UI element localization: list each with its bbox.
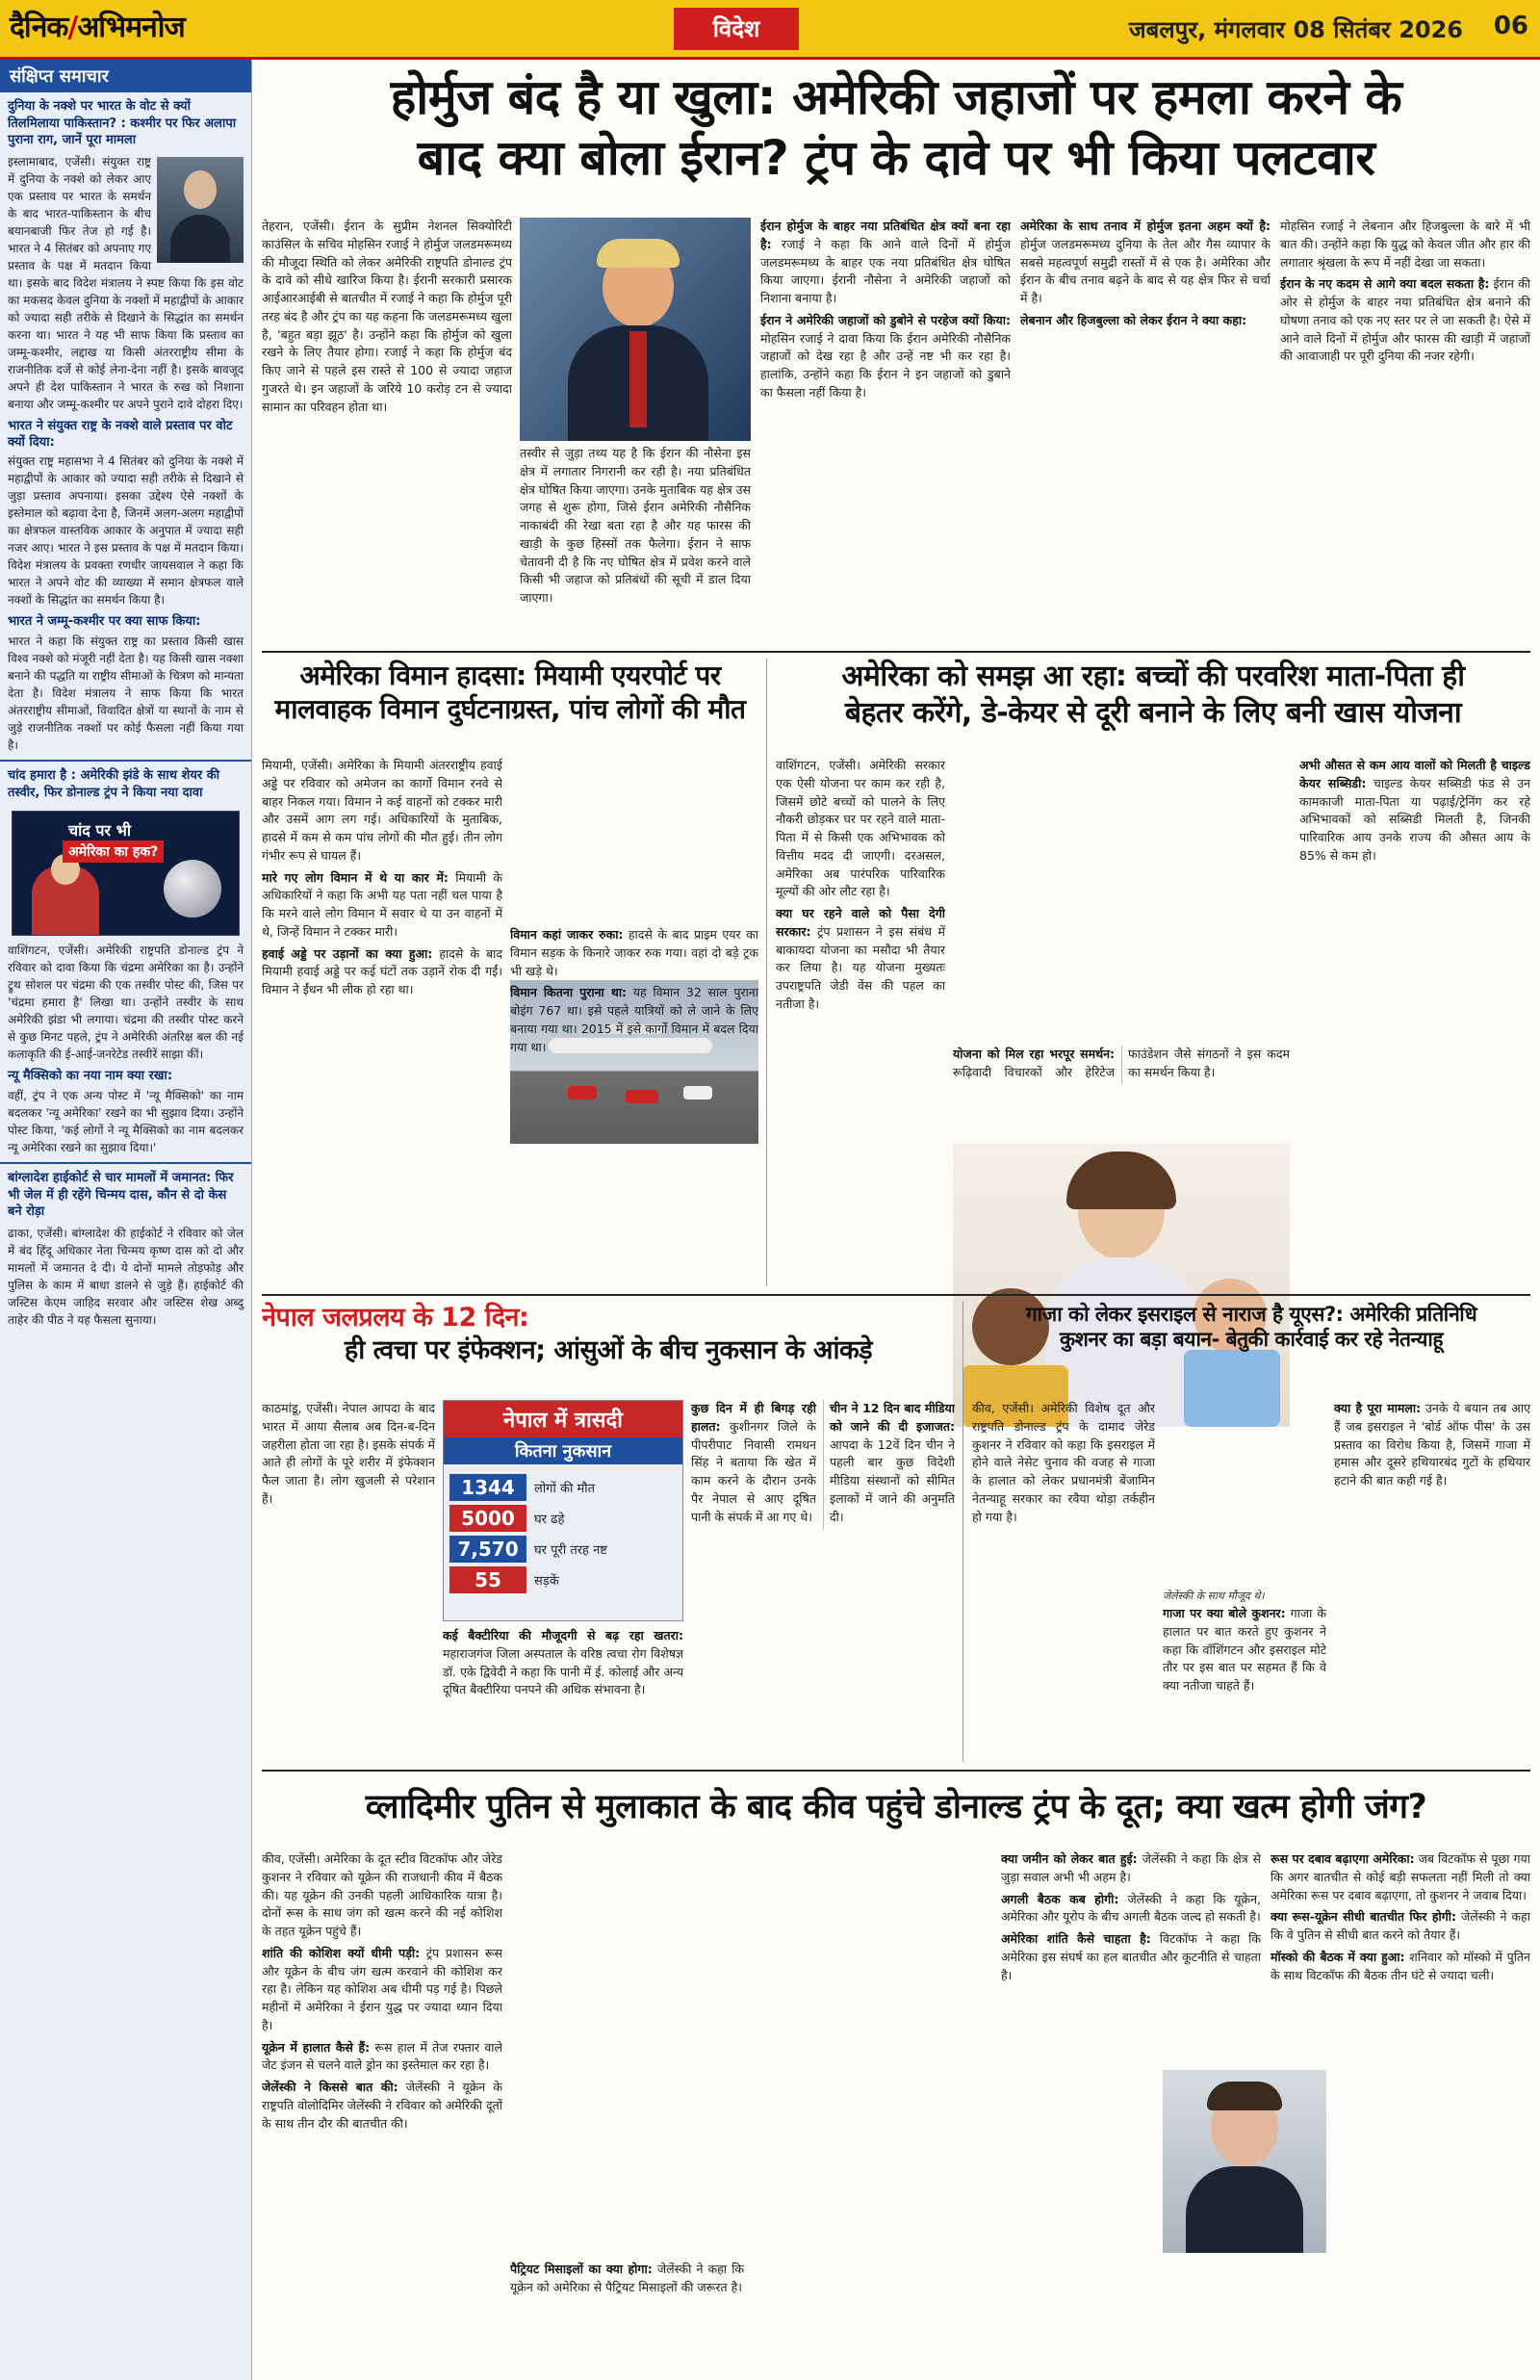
graphic-stat-value: 1344: [449, 1474, 526, 1501]
nepal-col-1: [262, 1400, 435, 1762]
lead-headline: [262, 67, 1530, 210]
putin-col-1-text: [262, 1850, 502, 2136]
putin-sub-10: मॉस्को की बैठक में क्या हुआ:: [1270, 1949, 1405, 1964]
brief-1-text-c: भारत ने कहा कि संयुक्त राष्ट्र का प्रस्ताव किसी खास विश्व नक्शे को मंजूरी नहीं देता है। यह किसी खास नक्शा बनाने की पद्धति या राष्ट्रीय सीमाओं के चित्रण को मान्यता देता है। विदेश मंत्रालय ने साफ किया कि भारत अंतरराष्ट्रीय सीमाओं, विवादित क्षेत्रों या स्थानों के नाम से जुड़े राजनीतिक नक्शों पर कोई फैसला नहीं किया गया है।: [8, 634, 244, 753]
lead-col-3: [760, 218, 1011, 641]
putin-sub-8: रूस पर दबाव बढ़ाएगा अमेरिका:: [1270, 1851, 1415, 1866]
logo-right: अभिमनोज: [77, 11, 185, 44]
plane-sub-2: हवाई अड्डे पर उड़ानों का क्या हुआ:: [262, 945, 433, 961]
brief-1-sub: भारत ने संयुक्त राष्ट्र के नक्शे वाले प्रस्ताव पर वोट क्यों दिया:: [8, 418, 233, 450]
brief-2-text-b: वहीं, ट्रंप ने एक अन्य पोस्ट में 'न्यू मैक्सिको' का नाम बदलकर 'न्यू अमेरिका' रखने का भी सुझाव दिया। उन्होंने पोस्ट किया, 'कई लोगों ने न्यू मैक्सिको का नाम बदलकर न्यू अमेरिका रखने का सुझाव दिया।': [8, 1089, 244, 1155]
sidebar-briefs: [0, 60, 252, 2380]
tie-shape: [629, 331, 647, 427]
lead-para-3: रजाई ने कहा कि आने वाले दिनों में होर्मुज जलडमरूमध्य के बाहर एक नया प्रतिबंधित क्षेत्र घोषित किया जाएगा। ईरानी नौसेना ने अमेरिकी जहाजों को निशाना बनाया है।: [760, 236, 1011, 305]
brief-3-headline: बांग्लादेश हाईकोर्ट से चार मामलों में जमानत: फिर भी जेल में ही रहेंगे चिन्मय दास, कौन से दो केस बने रोड़ा: [0, 1162, 251, 1225]
rule-2: [262, 1294, 1530, 1296]
brief-2-sub: न्यू मैक्सिको का नया नाम क्या रखा:: [8, 1069, 173, 1084]
brief-1-body: [0, 153, 251, 413]
gaza-col-1: [972, 1400, 1155, 1762]
lead-sub-2: ईरान ने अमेरिकी जहाजों को डुबोने से परहेज क्यों किया:: [760, 312, 1011, 327]
plane-para-2: मियामी के अधिकारियों ने कहा कि अभी यह पता नहीं चल पाया है कि मरने वाले लोग विमान में सवार थे या उन वाहनों में थे, जिन्हें विमान ने टक्कर मारी।: [262, 869, 502, 939]
graphic-stat-label: घर पूरी तरह नष्ट: [534, 1543, 607, 1558]
graphic-stat-value: 55: [449, 1566, 526, 1593]
plane-headline-line-2: मालवाहक विमान दुर्घटनाग्रस्त, पांच लोगों की मौत: [274, 693, 746, 725]
gaza-para-2: गाजा के हालात पर बात करते हुए कुशनर ने कहा कि वॉशिंगटन और इसराइल मोटे तौर पर इस बात पर सहमत हैं कि वे क्या नतीजा चाहते हैं।: [1163, 1606, 1326, 1693]
graphic-stats: [444, 1464, 682, 1603]
childcare-para-1: वाशिंगटन, एजेंसी। अमेरिकी सरकार एक ऐसी योजना पर काम कर रही है, जिसमें छोटे बच्चों को पालने के लिए नौकरी छोड़कर घर पर रहने वाले माता-पिता में से किसी एक अभिभावक को वित्तीय मदद दी जाएगी। दरअसल, अमेरिका अब पारंपरिक पारिवारिक मूल्यों की ओर लौट रहा है।: [776, 758, 945, 899]
graphic-stat-row: [449, 1536, 677, 1563]
putin-col-4: [1270, 1850, 1530, 2370]
putin-sub-6: अगली बैठक कब होगी:: [1001, 1891, 1119, 1906]
putin-sub-9: क्या रूस-यूक्रेन सीधी बातचीत फिर होगी:: [1270, 1909, 1456, 1925]
plane-col-2-text: [510, 926, 758, 1060]
childcare-col-2: [953, 1046, 1290, 1286]
childcare-col-3: [1299, 757, 1530, 1286]
lead-para-4: मोहसिन रजाई ने दावा किया कि ईरान अमेरिकी नौसैनिक जहाजों को देख रहा है और उन्हें नष्ट भी कर रहा है। हालांकि, उन्होंने कहा कि ईरान ने इन जहाजों को डुबाने का फैसला नहीं किया है।: [760, 330, 1011, 400]
lead-col-5-text: [1280, 218, 1530, 370]
putin-col-3-text: [1001, 1850, 1261, 1988]
lead-para-1: तेहरान, एजेंसी। ईरान के सुप्रीम नेशनल सिक्योरिटी काउंसिल के सचिव मोहसिन रजाई ने होर्मुज जलडमरूमध्य की मौजूदा स्थिति को लेकर अमेरिकी राष्ट्रपति डोनाल्ड ट्रंप के दावे को सीधे खारिज किया है। ईरानी सरकारी प्रसारक आईआरआईबी से बातचीत में रजाई ने कहा कि होर्मुज पूरी तरह बंद है और ट्रंप का यह कहना कि जलडमरूमध्य खुला है, 'बहुत बड़ा झूठ' है। उन्होंने कहा कि होर्मुज को खुला रखने के लिए तैयार होगा। रजाई ने कहा कि होर्मुज बंद किए जाने से पहले इस रास्ते से 100 से ज्यादा जहाज गुजरते थे। इन जहाजों के जरिये 10 करोड़ टन से ज्यादा सामान का परिवहन होता था।: [262, 219, 512, 414]
gaza-para-3: उनके ये बयान तब आए हैं जब इसराइल ने 'बोर्ड ऑफ पीस' के उस प्रस्ताव का विरोध किया है, जिसमें गाजा में हमास और दूसरे हथियारबंद गुटों के हथियार हटाने की बात कही गई है।: [1334, 1401, 1530, 1488]
childcare-sub-2: योजना को मिल रहा भरपूर समर्थन:: [953, 1047, 1115, 1061]
childcare-headline: [776, 659, 1530, 751]
graphic-title: नेपाल में त्रासदी: [444, 1401, 682, 1437]
nepal-para-3: कुशीनगर जिले के पीपरीपाट निवासी रामधन सिंह ने बताया कि खेत में काम करने के दौरान उनके पैर नेपाल से आए दूषित पानी के संपर्क में आ गए थे।: [691, 1418, 816, 1524]
putin-para-9: जब विटकॉफ से पूछा गया कि अगर बातचीत से कोई बड़ी सफलता नहीं मिली तो क्या अमेरिका रूस पर दबाव बढ़ाएगा, तो कुशनर ने जवाब दिया।: [1270, 1851, 1530, 1902]
childcare-para-4: चाइल्ड केयर सब्सिडी फंड से उन कामकाजी माता-पिता या पढ़ाई/ट्रेनिंग कर रहे अभिभावकों को सब्सिडी मिलती है, जिनकी पारिवारिक आय उनके राज्य की औसत आय के 85% से कम हो।: [1299, 775, 1530, 863]
putin-sub-4: पैट्रियट मिसाइलों का क्या होगा:: [510, 2262, 653, 2276]
putin-para-5: जेलेंस्की ने कहा कि यूक्रेन को अमेरिका से पैट्रियट मिसाइलों की जरूरत है।: [510, 2262, 744, 2294]
lead-col-2-text: [520, 445, 751, 611]
graphic-subtitle: कितना नुकसान: [444, 1437, 682, 1464]
plane-sub-3: विमान कहां जाकर रुका:: [510, 927, 624, 942]
putin-para-3: रूस हाल में तेज रफ्तार वाले जेट इंजन से चलने वाले ड्रोन का इस्तेमाल कर रहा है।: [262, 2039, 502, 2073]
lead-col-4-text: [1020, 218, 1270, 334]
trump-photo: [520, 218, 751, 441]
logo: [10, 6, 185, 45]
hair-shape: [597, 239, 680, 268]
nepal-sub-3: चीन ने 12 दिन बाद मीडिया को जाने की दी इजाजत:: [830, 1401, 955, 1434]
graphic-stat-row: [449, 1566, 677, 1593]
nepal-para-4: आपदा के 12वें दिन चीन ने पहली बार कुछ विदेशी मीडिया संस्थानों को सीमित इलाकों में जाने की अनुमति दी।: [830, 1436, 955, 1524]
graphic-stat-label: लोगों की मौत: [534, 1482, 596, 1496]
putin-para-10: जेलेंस्की ने कहा कि वे पुतिन से सीधी बात करने को तैयार हैं।: [1270, 1909, 1530, 1942]
putin-sub-1: शांति की कोशिश क्यों धीमी पड़ी:: [262, 1945, 421, 1960]
lead-para-7: ईरान की ओर से होर्मुज के बाहर नया प्रतिबंधित क्षेत्र बनाने की घोषणा तनाव को एक नए स्तर पर ले जा सकती है। ऐसे में आने वाले दिनों में होर्मुज और फारस की खाड़ी में जहाजों की आवाजाही पर पूरी दुनिया की नजर रहेगी।: [1280, 276, 1530, 364]
nepal-col-3: [691, 1400, 955, 1762]
graphic-stat-value: 7,570: [449, 1536, 526, 1563]
putin-para-2: ट्रंप प्रशासन रूस और यूक्रेन के बीच जंग खत्म करवाने की कोशिश कर रहा है। लेकिन यह कोशिश अब धीमी पड़ गई है। पिछले महीनों में अमेरिका ने ईरान युद्ध पर ज्यादा ध्यान दिया है।: [262, 1945, 502, 2032]
lead-col-3-text: [760, 218, 1011, 406]
nepal-headline-red: नेपाल जलप्रलय के 12 दिन:: [262, 1303, 529, 1332]
page-number: 06: [1493, 12, 1528, 40]
putin-para-6: जेलेंस्की ने कहा कि क्षेत्र से जुड़ा सवाल अभी भी अहम है।: [1001, 1851, 1261, 1884]
putin-sub-2: यूक्रेन में हालात कैसे हैं:: [262, 2039, 371, 2055]
putin-para-8: विटकॉफ ने कहा कि अमेरिका इस संघर्ष का हल बातचीत और कूटनीति से चाहता है।: [1001, 1931, 1261, 1982]
rule-1: [262, 651, 1530, 653]
graphic-stat-value: 5000: [449, 1505, 526, 1532]
gaza-col-3-text: [1334, 1400, 1530, 1494]
childcare-para-3: रूढ़िवादी विचारकों और हेरिटेज फाउंडेशन जैसे संगठनों ने इस कदम का समर्थन किया है।: [953, 1047, 1290, 1079]
lead-col-5: [1280, 218, 1530, 641]
plane-sub-1: मारे गए लोग विमान में थे या कार में:: [262, 869, 449, 885]
brief-1-text-a: इस्लामाबाद, एजेंसी। संयुक्त राष्ट्र में दुनिया के नक्शे को लेकर आए एक प्रस्ताव पर भारत के समर्थन के बाद भारत-पाकिस्तान के बीच बयानबाजी फिर तेज हो गई है। भारत ने 4 सितंबर को अपनाए गए प्रस्ताव के पक्ष में मतदान किया था। इसके बाद विदेश मंत्रालय ने स्पष्ट किया कि इस वोट का मकसद केवल दुनिया के नक्शों में महाद्वीपों के आकार को ज्यादा सही तरीके से दिखाने के सिद्धांत का समर्थन करना था। भारत ने यह भी साफ किया कि प्रस्ताव का जम्मू-कश्मीर, लद्दाख या किसी अंतरराष्ट्रीय सीमा के राजनीतिक दर्जे से कोई लेना-देना नहीं है। इसके बावजूद अपने ही देश पाकिस्तान ने भारत के रुख को निशाना बनाया और जम्मू-कश्मीर पर अपने पुराने दावे दोहरा दिए।: [8, 154, 244, 411]
putin-col-2-text: [510, 2261, 991, 2297]
lead-headline-line-1: होर्मुज बंद है या खुला: अमेरिकी जहाजों पर हमला करने के: [390, 69, 1402, 125]
lead-sub-3: अमेरिका के साथ तनाव में होर्मुज इतना अहम क्यों है:: [1020, 219, 1270, 233]
brief-2-headline: चांद हमारा है : अमेरिकी झंडे के साथ शेयर की तस्वीर, फिर डोनाल्ड ट्रंप ने किया नया दावा: [0, 760, 251, 805]
logo-sep: /: [67, 11, 78, 44]
moon-graphic: [164, 860, 221, 918]
plane-col-1-text: [262, 757, 502, 1003]
gaza-col-2: [1163, 1587, 1326, 1762]
putin-col-2: [510, 2261, 991, 2370]
plane-headline: [262, 659, 758, 751]
plane-para-4: हादसे के बाद प्राइम एयर का विमान सड़क के किनारे जाकर रुक गया। वहां दो बड़े ट्रक भी खड़े थे।: [510, 927, 758, 978]
brief-3-body: ढाका, एजेंसी। बांग्लादेश की हाईकोर्ट ने रविवार को जेल में बंद हिंदू अधिकार नेता चिन्मय कृष्ण दास को दो और मामलों में जमानत दे दी। ये दोनों मामले तोड़फोड़ और पुलिस के काम में बाधा डालने से जुड़े हैं। हाईकोर्ट की जस्टिस केएम जाहिद सरवार और जस्टिस शेख अब्दु ताहेर की पीठ ने यह फैसला सुनाया।: [8, 1226, 244, 1327]
nepal-col-2-text: [443, 1627, 683, 1703]
childcare-col-2-text: [953, 1046, 1290, 1084]
putin-sub-3: जेलेंस्की ने किससे बात की:: [262, 2080, 398, 2094]
gaza-col-2-text: [1163, 1605, 1326, 1699]
plane-para-3: हादसे के बाद मियामी हवाई अड्डे पर कई घंटों तक उड़ानें रोक दी गईं। विमान ने ईंधन भी लीक हो रहा था।: [262, 945, 502, 996]
childcare-col-3-text: [1299, 757, 1530, 869]
nepal-para-2: महाराजगंज जिला अस्पताल के वरिष्ठ त्वचा रोग विशेषज्ञ डॉ. एके द्विवेदी ने कहा कि पानी में ई. कोलाई और अन्य दूषित बैक्टीरिया पनपने की अधिक संभावना है।: [443, 1645, 683, 1697]
lead-col-2: [520, 445, 751, 641]
nepal-col-2: [443, 1627, 683, 1762]
nepal-col-3-text: [691, 1400, 955, 1530]
putin-col-1: [262, 1850, 502, 2370]
childcare-headline-line-2: बेहतर करेंगे, डे-केयर से दूरी बनाने के लिए बनी खास योजना: [844, 695, 1462, 730]
plane-headline-line-1: अमेरिका विमान हादसा: मियामी एयरपोर्ट पर: [299, 660, 721, 691]
dateline: जबलपुर, मंगलवार 08 सितंबर 2026: [1128, 16, 1463, 43]
putin-sub-5: क्या जमीन को लेकर बात हुई:: [1001, 1851, 1138, 1866]
section-label: विदेश: [674, 8, 799, 50]
graphic-stat-label: घर ढहे: [534, 1513, 565, 1527]
lead-sub-1: ईरान होर्मुज के बाहर नया प्रतिबंधित क्षेत्र क्यों बना रहा है:: [760, 219, 1011, 251]
childcare-sub-1: क्या घर रहने वाले को पैसा देगी सरकार:: [776, 906, 945, 939]
nepal-sub-1: कई बैक्टीरिया की मौजूदगी से बढ़ रहा खतरा:: [443, 1628, 683, 1643]
vrule-1: [766, 659, 767, 1286]
promo-line-2: अमेरिका का हक?: [63, 841, 164, 863]
lead-para-6: मोहसिन रजाई ने लेबनान और हिजबुल्ला के बारे में भी बात की। उन्होंने कहा कि युद्ध को केवल जीत और हार की लगातार श्रृंखला के रूप में नहीं देखा जा सकता।: [1280, 219, 1530, 270]
childcare-col-1: [776, 757, 945, 1286]
gaza-col-3: [1334, 1400, 1530, 1762]
putin-para-4: जेलेंस्की ने यूक्रेन के राष्ट्रपति वोलोदिमिर जेलेंस्की ने रविवार को अमेरिकी दूतों के साथ तीन दौर की बातचीत की।: [262, 2080, 502, 2131]
brief-1-headline: दुनिया के नक्शे पर भारत के वोट से क्यों तिलमिलाया पाकिस्तान? : कश्मीर पर फिर अलापा पुराना राग, जानें पूरा मामला: [8, 99, 237, 148]
kushner-caption: जेलेंस्की के साथ मौजूद थे।: [1163, 1590, 1265, 1602]
brief-1-sub2: भारत ने जम्मू-कश्मीर पर क्या साफ किया:: [8, 614, 201, 630]
childcare-headline-line-1: अमेरिका को समझ आ रहा: बच्चों की परवरिश माता-पिता ही: [841, 660, 1465, 693]
plane-col-1: [262, 757, 502, 1286]
gaza-headline: [972, 1302, 1530, 1394]
nepal-para-1: काठमांडू, एजेंसी। नेपाल आपदा के बाद भारत में आया सैलाब अब दिन-ब-दिन जहरीला होता जा रहा है। इसके संपर्क में आते ही लोगों के पूरे शरीर में इंफेक्शन फैल जाता है। लोग खुजली से परेशान हैं।: [262, 1401, 435, 1506]
lead-col-4: [1020, 218, 1270, 641]
putin-col-4-text: [1270, 1850, 1530, 1988]
graphic-stat-row: [449, 1505, 677, 1532]
sharif-photo: [157, 157, 244, 263]
moon-promo-image: [12, 811, 240, 936]
nepal-headline-line-2: ही त्वचा पर इंफेक्शन; आंसुओं के बीच नुकसान के आंकड़े: [344, 1334, 873, 1365]
nepal-sub-2: कुछ दिन में ही बिगड़ रही हालत:: [691, 1401, 816, 1434]
childcare-sub-3: अभी औसत से कम आय वालों को मिलती है चाइल्ड केयर सब्सिडी:: [1299, 758, 1530, 790]
nepal-damage-graphic: [443, 1400, 683, 1621]
lead-para-2: तस्वीर से जुड़ा तथ्य यह है कि ईरान की नौसेना इस क्षेत्र में लगातार निगरानी कर रही है। नया प्रतिबंधित क्षेत्र घोषित किया जाएगा। उनके मुताबिक यह क्षेत्र उस जगह से शुरू होगा, जिसे ईरान अमेरिकी नौसैनिक नाकाबंदी की रेखा बता रहा है और यह फारस की खाड़ी के कुछ हिस्सों तक फैलेगा। ईरान ने साफ चेतावनी दी है कि नए घोषित क्षेत्र में प्रवेश करने वाले किसी भी जहाज को प्रतिबंधों की सूची में डाल दिया जाएगा।: [520, 446, 751, 605]
plane-col-2: [510, 926, 758, 1286]
childcare-col-1-text: [776, 757, 945, 1018]
lead-para-5: होर्मुज जलडमरूमध्य दुनिया के तेल और गैस व्यापार के सबसे महत्वपूर्ण समुद्री रास्तों में से एक है। अमेरिका और ईरान के बीच तनाव बढ़ने के बाद से यह क्षेत्र फिर से चर्चा में है।: [1020, 236, 1270, 305]
gaza-sub-2: क्या है पूरा मामला:: [1334, 1401, 1422, 1415]
putin-headline: [262, 1777, 1530, 1845]
gaza-sub-1: गाजा पर क्या बोले कुशनर:: [1163, 1606, 1286, 1620]
lead-col-1: [262, 218, 512, 641]
lead-sub-4: लेबनान और हिजबुल्ला को लेकर ईरान ने क्या कहा:: [1020, 312, 1247, 327]
putin-sub-7: अमेरिका शांति कैसे चाहता है:: [1001, 1931, 1151, 1946]
logo-left: दैनिक: [10, 11, 68, 44]
sidebar-title: संक्षिप्त समाचार: [0, 60, 251, 92]
graphic-stat-row: [449, 1474, 677, 1501]
plane-sub-4: विमान कितना पुराना था:: [510, 985, 628, 1000]
putin-col-3: [1001, 1850, 1261, 2370]
putin-para-1: कीव, एजेंसी। अमेरिका के दूत स्टीव विटकॉफ और जेरेड कुशनर ने रविवार को यूक्रेन की राजधानी कीव में बैठक की। यह यूक्रेन की उनकी पहली आधिकारिक यात्रा है। दोनों रूस के साथ जंग को खत्म करने की नई कोशिश के तहत यूक्रेन पहुंचे हैं।: [262, 1851, 502, 1938]
gaza-headline-line-2: कुशनर का बड़ा बयान- बेतुकी कार्रवाई कर रहे नेतन्याहू: [1059, 1328, 1443, 1352]
brief-2-body: वाशिंगटन, एजेंसी। अमेरिकी राष्ट्रपति डोनाल्ड ट्रंप ने रविवार को दावा किया कि चंद्रमा अमेरिका का है। उन्होंने ट्रुथ सोशल पर चंद्रमा की एक तस्वीर पोस्ट की, जिस पर 'चंद्रमा हमारा है' लिखा था। उन्होंने तस्वीर के साथ अमेरिकी झंडा भी लगाया। चंद्रमा की तस्वीर पोस्ट करने से कुछ मिनट पहले, ट्रंप ने अमेरिकी अंतरिक्ष बल की नई कलाकृति की ई-आई-जनरेटेड तस्वीरें साझा कीं।: [8, 944, 244, 1062]
brief-1-text-b: संयुक्त राष्ट्र महासभा ने 4 सितंबर को दुनिया के नक्शे में महाद्वीपों के आकार को ज्यादा सही तरीके से दिखाने से जुड़ा प्रस्ताव अपनाया। इसका उद्देश्य ऐसे नक्शों के इस्तेमाल को बढ़ावा देना है, जिनमें अलग-अलग महाद्वीपों का क्षेत्रफल वास्तविक आकार के अनुपात में ज्यादा सही नजर आए। भारत ने इस प्रस्ताव के पक्ष में मतदान किया। विदेश मंत्रालय के प्रवक्ता रणधीर जायसवाल ने कहा कि भारत ने अपने वोट की व्याख्या में समान क्षेत्रफल वाले नक्शों के सिद्धांत का समर्थन किया है।: [8, 454, 244, 608]
lead-headline-line-2: बाद क्या बोला ईरान? ट्रंप के दावे पर भी किया पलटवार: [417, 129, 1375, 186]
gaza-para-1: कीव, एजेंसी। अमेरिकी विशेष दूत और राष्ट्रपति डोनाल्ड ट्रंप के दामाद जेरेड कुशनर ने रविवार को कहा कि इसराइल में होने वाले नेसेट चुनाव की वजह से गाजा के हालात को लेकर प्रधानमंत्री बेंजामिन नेतन्याहू सरकार का रवैया थोड़ा तर्कहीन हो गया है।: [972, 1401, 1155, 1524]
nepal-headline-line-1: [262, 1302, 955, 1334]
nepal-headline: [262, 1302, 955, 1394]
promo-line-1: चांद पर भी: [68, 821, 131, 841]
plane-para-1: मियामी, एजेंसी। अमेरिका के मियामी अंतरराष्ट्रीय हवाई अड्डे पर रविवार को अमेजन का कार्गो विमान रनवे से बाहर निकल गया। विमान ने कई वाहनों को टक्कर मारी और उसमें आग लग गई। अधिकारियों के मुताबिक, हादसे में कम से कम पांच लोगों की मौत हुई। तीन लोग गंभीर रूप से घायल हैं।: [262, 758, 502, 863]
gaza-headline-line-1: गाजा को लेकर इसराइल से नाराज है यूएस?: अमेरिकी प्रतिनिधि: [1025, 1303, 1477, 1326]
plane-para-5: यह विमान 32 साल पुराना बोइंग 767 था। इसे पहले यात्रियों को ले जाने के लिए बनाया गया था। 2015 में इसे कार्गो विमान में बदल दिया गया था।: [510, 985, 758, 1054]
putin-para-11: शनिवार को मॉस्को में पुतिन के साथ विटकॉफ की बैठक तीन घंटे से ज्यादा चली।: [1270, 1949, 1530, 1982]
graphic-stat-label: सड़कें: [534, 1574, 559, 1589]
putin-headline-text: व्लादिमीर पुतिन से मुलाकात के बाद कीव पहुंचे डोनाल्ड ट्रंप के दूत; क्या खत्म होगी जंग?: [365, 1788, 1427, 1826]
vrule-2: [962, 1302, 963, 1762]
childcare-para-2: ट्रंप प्रशासन ने इस संबंध में बाकायदा योजना का मसौदा भी तैयार कर लिया है। यह योजना मुख्यतः उपराष्ट्रपति जेडी वेंस की पहल का नतीजा है।: [776, 923, 945, 1011]
putin-para-7: जेलेंस्की ने कहा कि यूक्रेन, अमेरिका और यूरोप के बीच अगली बैठक जल्द हो सकती है।: [1001, 1891, 1261, 1925]
masthead: [0, 0, 1540, 60]
rule-3: [262, 1770, 1530, 1772]
lead-sub-5: ईरान के नए कदम से आगे क्या बदल सकता है:: [1280, 276, 1490, 292]
